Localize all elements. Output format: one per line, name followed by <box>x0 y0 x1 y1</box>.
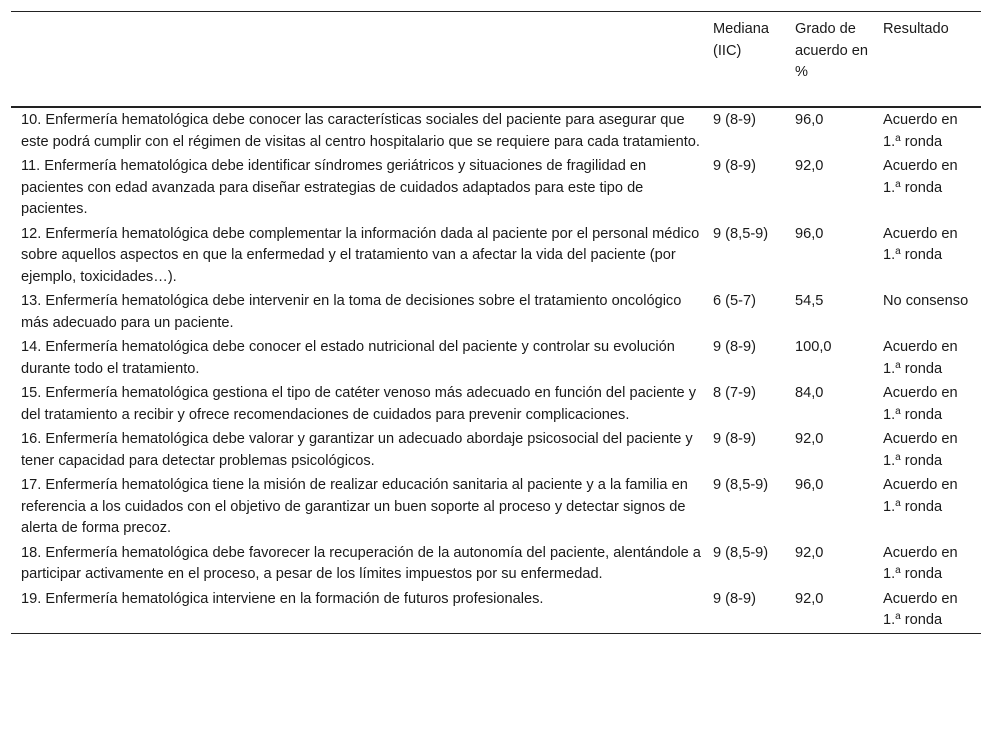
row-result: Acuerdo en 1.$^a$ ronda <box>883 431 958 469</box>
row-agreement: 96,0 <box>795 477 824 493</box>
ordinal-indicator: a <box>895 132 901 144</box>
table-row <box>11 587 981 634</box>
row-statement: 11. Enfermería hematológica debe identificar síndromes geriátricos y situaciones de fragilidad en pacientes con edad avanzada para diseñar estrategias de cuidados adaptados para este tipo de pacientes. <box>21 158 647 217</box>
row-result: Acuerdo en 1.$^a$ ronda <box>883 112 958 150</box>
ordinal-indicator: a <box>895 451 901 463</box>
row-statement: 10. Enfermería hematológica debe conocer las características sociales del paciente para asegurar que este podrá cumplir con el régimen de visitas al centro hospitalario que se requiere para cada tratamiento. <box>21 112 700 150</box>
ordinal-indicator: a <box>895 178 901 190</box>
row-statement: 17. Enfermería hematológica tiene la misión de realizar educación sanitaria al paciente y a la familia en referencia a los cuidados con el objetivo de garantizar un buen soporte al proceso y detectar signos de alerta de forma precoz. <box>21 477 688 536</box>
row-result: Acuerdo en 1.$^a$ ronda <box>883 339 958 377</box>
table-container <box>11 11 981 634</box>
row-agreement: 92,0 <box>795 544 824 561</box>
ordinal-indicator: a <box>895 405 901 417</box>
row-median: 9 (8-9) <box>713 590 756 607</box>
table-row <box>11 473 981 541</box>
ordinal-indicator: a <box>895 611 901 622</box>
row-median: 6 (5-7) <box>713 293 756 309</box>
row-agreement: 92,0 <box>795 590 824 607</box>
row-agreement: 96,0 <box>795 225 824 242</box>
ordinal-indicator: a <box>895 359 901 371</box>
row-median: 9 (8-9) <box>713 158 756 174</box>
row-statement: 15. Enfermería hematológica gestiona el tipo de catéter venoso más adecuado en función del paciente y del tratamiento a recibir y ofrece recomendaciones de cuidados para prevenir complicaciones. <box>21 385 696 423</box>
row-median: 9 (8,5-9) <box>713 544 769 561</box>
table-row <box>11 222 981 290</box>
table-row <box>11 427 981 473</box>
row-result: Acuerdo en 1.$^a$ ronda <box>883 544 958 582</box>
row-result: No consenso <box>883 293 969 309</box>
row-agreement: 54,5 <box>795 293 824 309</box>
header-result: Resultado <box>883 21 949 37</box>
row-median: 9 (8,5-9) <box>713 225 769 242</box>
row-result: Acuerdo en 1.$^a$ ronda <box>883 225 958 263</box>
row-result: Acuerdo en 1.$^a$ ronda <box>883 158 958 196</box>
ordinal-indicator: a <box>895 497 901 509</box>
table-row <box>11 107 981 154</box>
ordinal-indicator: a <box>895 565 901 576</box>
row-agreement: 96,0 <box>795 112 824 128</box>
table-header <box>11 12 981 108</box>
row-statement: 18. Enfermería hematológica debe favorecer la recuperación de la autonomía del paciente, alentándole a participar activamente en el proceso, a pesar de los límites impuestos por su enfermedad. <box>21 544 701 582</box>
row-statement: 19. Enfermería hematológica interviene en la formación de futuros profesionales. <box>21 590 544 607</box>
row-median: 9 (8,5-9) <box>713 477 769 493</box>
row-agreement: 84,0 <box>795 385 824 401</box>
table-row <box>11 381 981 427</box>
table-body <box>11 107 981 633</box>
consensus-table <box>11 11 981 634</box>
row-result: Acuerdo en 1.$^a$ ronda <box>883 385 958 423</box>
table-row <box>11 154 981 222</box>
header-agreement: Grado de acuerdo en % <box>795 21 869 80</box>
table-row <box>11 541 981 587</box>
row-median: 9 (8-9) <box>713 431 756 447</box>
row-statement: 13. Enfermería hematológica debe intervenir en la toma de decisiones sobre el tratamiento oncológico más adecuado para un paciente. <box>21 293 682 331</box>
row-agreement: 92,0 <box>795 158 824 174</box>
row-median: 9 (8-9) <box>713 339 756 355</box>
row-statement: 12. Enfermería hematológica debe complementar la información dada al paciente por el personal médico sobre aquellos aspectos en que la enfermedad y el tratamiento van a afectar la vida del paciente (por ejemplo, toxicidades…). <box>21 225 700 285</box>
row-statement: 14. Enfermería hematológica debe conocer el estado nutricional del paciente y controlar su evolución durante todo el tratamiento. <box>21 339 675 377</box>
row-median: 9 (8-9) <box>713 112 756 128</box>
row-statement: 16. Enfermería hematológica debe valorar y garantizar un adecuado abordaje psicosocial del paciente y tener capacidad para detectar problemas psicológicos. <box>21 431 693 469</box>
header-row <box>11 12 981 108</box>
row-agreement: 92,0 <box>795 431 824 447</box>
table-row <box>11 335 981 381</box>
row-median: 8 (7-9) <box>713 385 756 401</box>
row-result: Acuerdo en 1.$^a$ ronda <box>883 477 958 515</box>
header-statement <box>11 12 711 108</box>
table-row <box>11 289 981 335</box>
ordinal-indicator: a <box>895 246 901 257</box>
row-result: Acuerdo en 1.$^a$ ronda <box>883 590 958 628</box>
row-agreement: 100,0 <box>795 339 832 355</box>
header-median: Mediana (IIC) <box>713 21 769 59</box>
